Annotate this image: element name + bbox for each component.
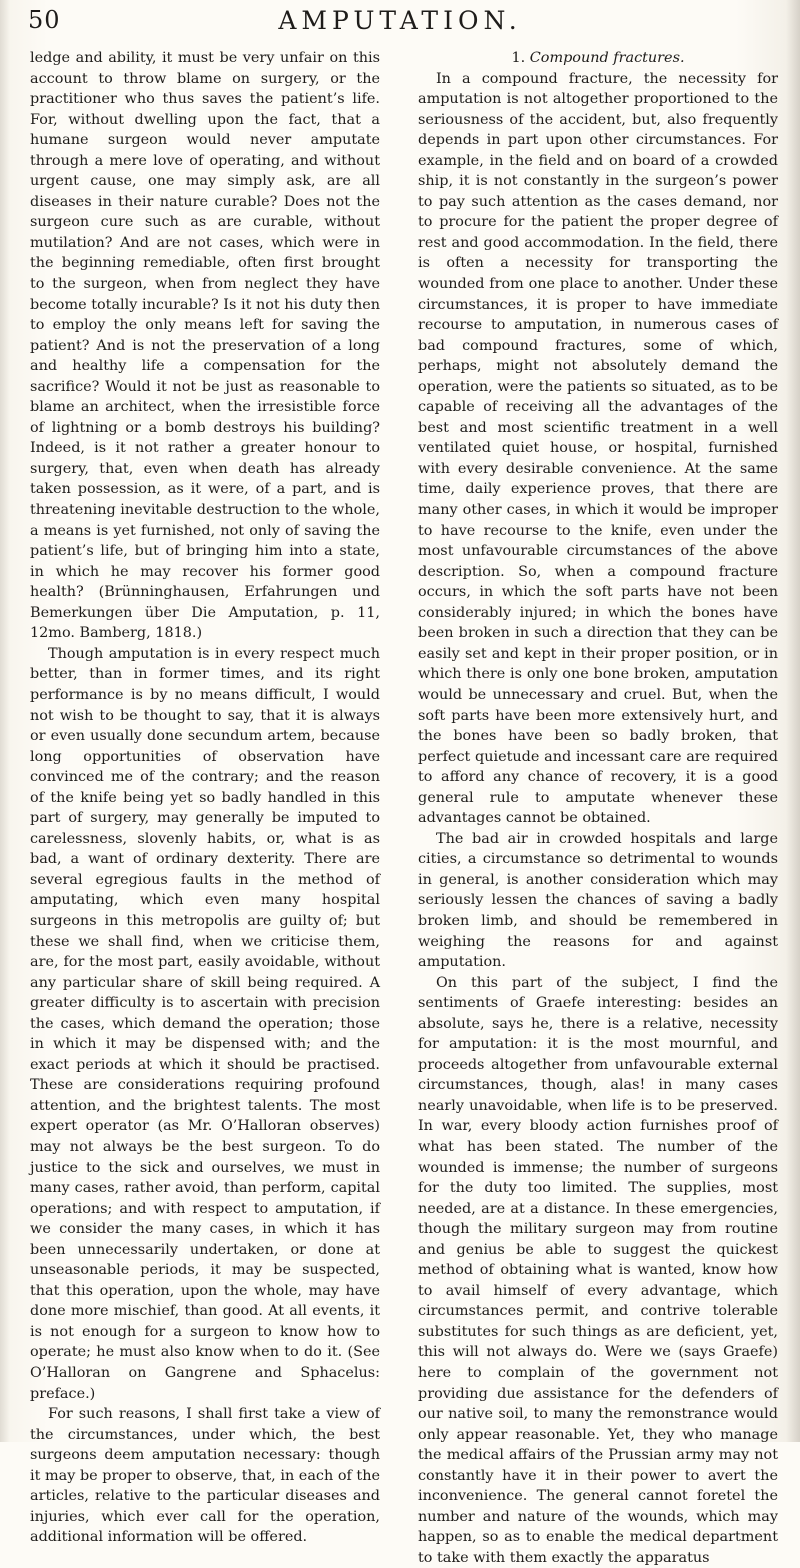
section-title: Compound fractures. [529, 50, 685, 66]
page-number: 50 [28, 6, 61, 34]
section-number: 1. [511, 50, 526, 66]
paragraph: Though amputation is in every respect much better, than in former times, and its right performance is by no means difficult, I would not wish to be thought to say, that it is always or even usually done secundum artem, because long opportunities of observation have convinced me of the contrary; and the reason of the knife being yet so badly handled in this part of surgery, may generally be imputed to carelessness, slovenly habits, or, what is as bad, a want of ordinary dexterity. There are several egregious faults in the method of amputating, which even many hospital surgeons in this metropolis are guilty of; but these we shall find, when we criticise them, are, for the most part, easily avoidable, without any particular share of skill being required. A greater difficulty is to ascertain with precision the cases, which demand the operation; those in which it may be dispensed with; and the exact periods at which it should be practised. These are considerations requiring profound attention, and the brightest talents. The most expert operator (as Mr. O’Halloran observes) may not always be the best surgeon. To do justice to the sick and ourselves, we must in many cases, rather avoid, than perform, capital operations; and with respect to amputation, if we consider the many cases, in which it has been unnecessarily undertaken, or done at unseasonable periods, it may be suspected, that this operation, upon the whole, may have done more mischief, than good. At all events, it is not enough for a surgeon to know how to operate; he must also know when to do it. (See O’Halloran on Gangrene and Sphacelus: preface.) [30, 645, 380, 1402]
paragraph: On this part of the subject, I find the sentiments of Graefe interesting: besides an absolute, says he, there is a relative, necessity for amputation: it is the most mournful, and proceeds altogether from unfavourable external circumstances, though, alas! in many cases nearly unavoidable, when life is to be preserved. In war, every bloody action furnishes proof of what has been stated. The number of the wounded is immense; the number of surgeons for the duty too limited. The supplies, most needed, are at a distance. In these emergencies, though the military surgeon may from routine and genius be able to suggest the quickest method of obtaining what is wanted, know how to avail himself of every advantage, which circumstances permit, and contrive tolerable substitutes for such things as are deficient, yet, this will not always do. Were we (says Graefe) here to complain of the government not providing due assistance for the defenders of our native soil, to many the remonstrance would only appear reasonable. Yet, they who manage the medical affairs of the Prussian army may not constantly have it in their power to avert the inconvenience. The general cannot foretel the number and nature of the wounds, which may happen, so as to enable the medical department to take with them exactly the apparatus [418, 974, 778, 1566]
section-heading [418, 48, 778, 69]
running-title: AMPUTATION. [278, 6, 522, 35]
left-column [30, 48, 380, 1548]
paragraph: ledge and ability, it must be very unfair on this account to throw blame on surgery, or the practitioner who thus saves the patient’s life. For, without dwelling upon the fact, that a humane surgeon would never amputate through a mere love of operating, and without urgent cause, one may simply ask, are all diseases in their nature curable? Does not the surgeon cure such as are curable, without mutilation? And are not cases, which were in the beginning remediable, often first brought to the surgeon, when from neglect they have become totally incurable? Is it not his duty then to employ the only means left for saving the patient? And is not the preservation of a long and healthy life a compensation for the sacrifice? Would it not be just as reasonable to blame an architect, when the irresistible force of lightning or a bomb destroys his building? Indeed, is it not rather a greater honour to surgery, that, even when death has already taken possession, as it were, of a part, and is threatening inevitable destruction to the whole, a means is yet furnished, not only of saving the patient’s life, but of bringing him into a state, in which he may recover his former good health? (Brünninghausen, Erfahrungen und Bemerkungen über Die Amputation, p. 11, 12mo. Bamberg, 1818.) [30, 50, 380, 642]
page-edge-shadow-right [786, 0, 800, 1442]
page-edge-shadow-left [0, 0, 10, 1442]
right-column [418, 48, 778, 1568]
paragraph: The bad air in crowded hospitals and large cities, a circumstance so detrimental to wounds in general, is another consideration which may seriously lessen the chances of saving a badly broken limb, and should be remembered in weighing the reasons for and against amputation. [418, 830, 778, 971]
paragraph: In a compound fracture, the necessity for amputation is not altogether proportioned to the seriousness of the accident, but, also frequently depends in part upon other circumstances. For example, in the field and on board of a crowded ship, it is not constantly in the surgeon’s power to pay such attention as the cases demand, nor to procure for the patient the proper degree of rest and good accommodation. In the field, there is often a necessity for transporting the wounded from one place to another. Under these circumstances, it is proper to have immediate recourse to amputation, in numerous cases of bad compound fractures, some of which, perhaps, might not absolutely demand the operation, were the patients so situated, as to be capable of receiving all the advantages of the best and most scientific treatment in a well ventilated quiet house, or hospital, furnished with every desirable convenience. At the same time, daily experience proves, that there are many other cases, in which it would be improper to have recourse to the knife, even under the most unfavourable circumstances of the above description. So, when a compound fracture occurs, in which the soft parts have not been considerably injured; in which the bones have been broken in such a direction that they can be easily set and kept in their proper position, or in which there is only one bone broken, amputation would be unnecessary and cruel. But, when the soft parts have been more extensively hurt, and the bones have been so badly broken, that perfect quietude and incessant care are required to afford any chance of recovery, it is a good general rule to amputate whenever these advantages cannot be obtained. [418, 70, 778, 827]
paragraph: For such reasons, I shall first take a view of the circumstances, under which, the best surgeons deem amputation necessary: though it may be proper to observe, that, in each of the articles, relative to the particular diseases and injuries, which ever call for the operation, additional information will be offered. [30, 1406, 380, 1546]
